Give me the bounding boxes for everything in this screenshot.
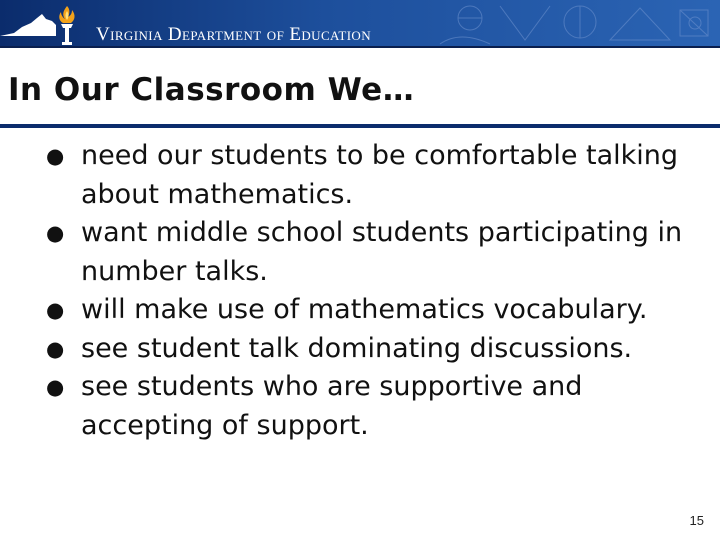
bullet-item (46, 330, 696, 369)
bullet-item (46, 291, 696, 330)
virginia-map-icon (0, 14, 56, 38)
math-symbols-decoration (430, 0, 720, 48)
bullet-icon: ● (46, 144, 65, 168)
bullet-text: see students who are supportive and accepting of support. (81, 371, 583, 441)
banner-bottom-edge (0, 46, 720, 48)
bullet-text: will make use of mathematics vocabulary. (81, 294, 648, 325)
bullet-icon: ● (46, 298, 65, 322)
bullet-item (46, 214, 696, 291)
title-rule (0, 124, 720, 128)
bullet-text: need our students to be comfortable talking about mathematics. (81, 140, 679, 210)
bullet-list (46, 137, 696, 445)
slide-title: In Our Classroom We… (8, 72, 415, 108)
bullet-item (46, 137, 696, 214)
bullet-icon: ● (46, 221, 65, 245)
slide-number: 15 (689, 513, 704, 528)
bullet-icon: ● (46, 336, 65, 361)
torch-icon (52, 4, 82, 46)
bullet-item (46, 368, 696, 445)
bullet-icon: ● (46, 375, 65, 399)
bullet-text: want middle school students participating in number talks. (81, 217, 683, 287)
header-banner (0, 0, 720, 48)
bullet-text: see student talk dominating discussions. (81, 332, 633, 364)
organization-name: Virginia Department of Education (96, 24, 372, 45)
